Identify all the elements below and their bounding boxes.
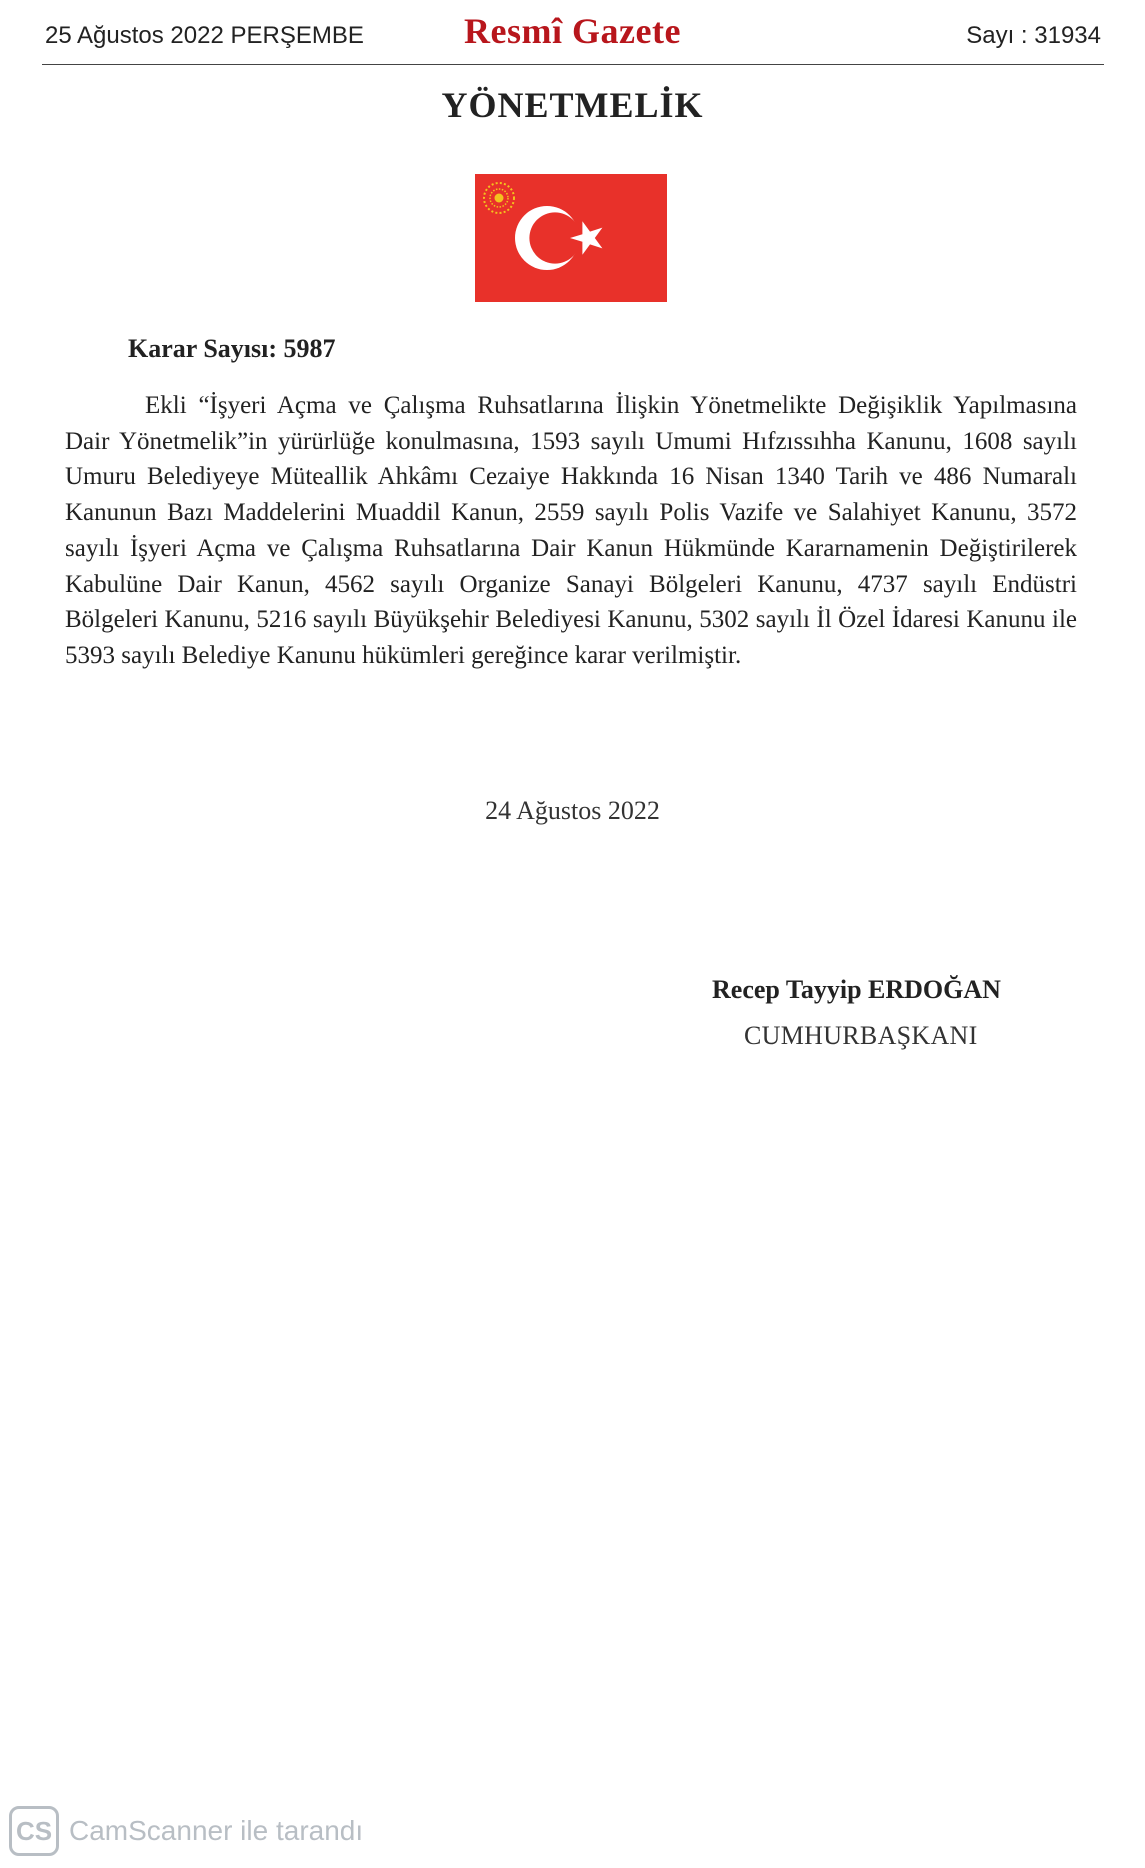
turkish-flag-icon [475, 174, 667, 302]
header-divider [42, 64, 1104, 65]
decree-date: 24 Ağustos 2022 [485, 796, 660, 825]
masthead-title: Resmî Gazete [464, 11, 681, 51]
gazette-date: 25 Ağustos 2022 PERŞEMBE [45, 22, 364, 49]
decision-number: Karar Sayısı: 5987 [128, 334, 336, 363]
signatory-name: Recep Tayyip ERDOĞAN [712, 975, 1001, 1004]
signatory-title: CUMHURBAŞKANI [744, 1021, 978, 1050]
section-title: YÖNETMELİK [441, 85, 704, 125]
camscanner-logo-icon: CS [9, 1806, 59, 1856]
decree-body: Ekli “İşyeri Açma ve Çalışma Ruhsatlarına İlişkin Yönetmelikte Değişiklik Yapılmasına Dair Yönetmelik”in yürürlüğe konulmasına, 1593 sayılı Umumi Hıfzıssıhha Kanunu, 1608 sayılı Umuru Belediyeye Müteallik Ahkâmı Cezaiye Hakkında 16 Nisan 1340 Tarih ve 486 Numaralı Kanunun Bazı Maddelerini Muaddil Kanun, 2559 sayılı Polis Vazife ve Salahiyet Kanunu, 3572 sayılı İşyeri Açma ve Çalışma Ruhsatlarına Dair Kanun Hükmünde Kararnamenin Değiştirilerek Kabulüne Dair Kanun, 4562 sayılı Organize Sanayi Bölgeleri Kanunu, 4737 sayılı Endüstri Bölgeleri Kanunu, 5216 sayılı Büyükşehir Belediyesi Kanunu, 5302 sayılı İl Özel İdaresi Kanunu ile 5393 sayılı Belediye Kanunu hükümleri gereğince karar verilmiştir. [65, 392, 1077, 669]
camscanner-text: CamScanner ile tarandı [69, 1815, 364, 1846]
issue-number: Sayı : 31934 [966, 22, 1101, 49]
camscanner-watermark [9, 1806, 363, 1856]
